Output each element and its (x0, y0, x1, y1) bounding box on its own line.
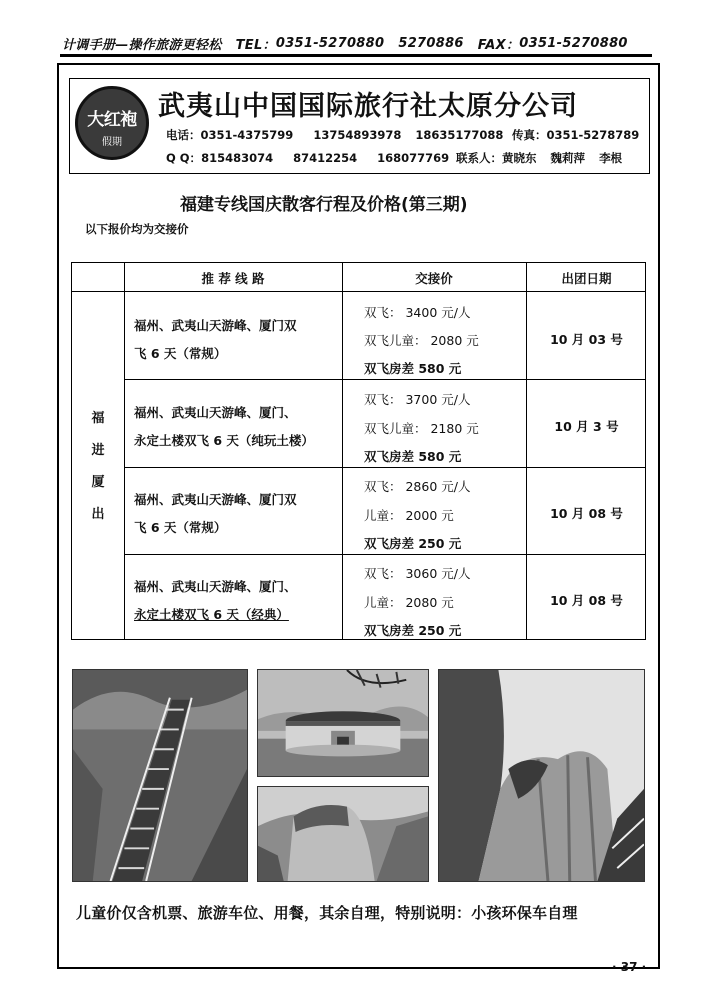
qq-label: Q Q： (166, 151, 202, 165)
region-char: 福 (91, 411, 105, 426)
route-line: 福州、武夷山天游峰、厦门双 (134, 492, 297, 507)
region-char: 厦 (91, 475, 105, 490)
contact-2: 魏莉萍 (550, 151, 586, 165)
table-col-divider (526, 263, 527, 639)
price-child: 儿童： 2000 元 (364, 508, 454, 523)
header-tel-1: 0351-5270880 (275, 35, 385, 51)
phone-3: 18635177088 (415, 128, 504, 142)
logo-brand-text: 大红袍 (87, 110, 137, 130)
phone-1: 0351-4375799 (200, 128, 294, 142)
company-phone-line (166, 127, 640, 143)
price-room-diff: 双飞房差 580 元 (364, 449, 462, 464)
table-row-route (134, 399, 344, 455)
price-room-diff: 双飞房差 580 元 (364, 361, 462, 376)
qq-1: 815483074 (201, 151, 274, 165)
photo-rock-peak (257, 786, 429, 882)
price-child: 双飞儿童： 2180 元 (364, 421, 479, 436)
phone-2: 13754893978 (313, 128, 402, 142)
header-route: 推 荐 线 路 (201, 271, 265, 286)
bottom-note: 儿童价仅含机票、旅游车位、用餐，其余自理，特别说明：小孩环保车自理 (76, 904, 578, 922)
price-room-diff: 双飞房差 250 元 (364, 623, 462, 638)
route-line: 飞 6 天（常规） (134, 520, 227, 535)
route-line: 永定土楼双飞 6 天（纯玩土楼） (134, 433, 314, 448)
departure-date: 10 月 3 号 (554, 419, 619, 434)
table-col-divider (124, 263, 125, 639)
qq-2: 87412254 (293, 151, 358, 165)
qq-3: 168077769 (377, 151, 450, 165)
company-logo (75, 86, 149, 160)
price-child: 儿童： 2080 元 (364, 595, 454, 610)
table-row-divider (124, 554, 645, 555)
photo-mountain-stairs (72, 669, 248, 882)
header-fax-label: FAX： (477, 37, 520, 53)
departure-date: 10 月 03 号 (550, 332, 623, 347)
table-row-route (134, 573, 344, 629)
region-label (72, 403, 124, 531)
header-tel-label: TEL： (235, 37, 276, 53)
price-child: 双飞儿童： 2080 元 (364, 333, 479, 348)
company-fax-label: 传真： (512, 128, 547, 142)
page-number: · 37 · (612, 960, 647, 974)
header-price: 交接价 (415, 271, 453, 286)
logo-sub-text: 假期 (102, 137, 122, 148)
price-room-diff: 双飞房差 250 元 (364, 536, 462, 551)
company-fax: 0351-5278789 (546, 128, 640, 142)
header-tel-2: 5270886 (398, 35, 464, 51)
departure-date: 10 月 08 号 (550, 593, 623, 608)
table-header-divider (72, 291, 645, 292)
price-table (71, 262, 646, 640)
header-fax: 0351-5270880 (519, 35, 628, 51)
route-line: 永定土楼双飞 6 天（经典） (134, 607, 289, 622)
route-line: 福州、武夷山天游峰、厦门、 (134, 405, 297, 420)
document-title: 福建专线国庆散客行程及价格(第三期) (180, 195, 468, 215)
table-row-route (134, 312, 344, 368)
price-note: 以下报价均为交接价 (85, 222, 189, 236)
contact-1: 黄晓东 (502, 151, 537, 165)
departure-date: 10 月 08 号 (550, 506, 623, 521)
header-slogan: 计调手册—操作旅游更轻松 (62, 37, 222, 53)
header-date: 出团日期 (561, 271, 612, 286)
photo-tulou (257, 669, 429, 777)
table-row-route (134, 486, 344, 542)
header-strip (62, 30, 652, 56)
region-char: 进 (91, 443, 105, 458)
contact-label: 联系人： (456, 151, 502, 165)
route-line: 福州、武夷山天游峰、厦门双 (134, 318, 297, 333)
price-adult: 双飞： 3400 元/人 (364, 305, 471, 320)
header-rule (60, 54, 652, 57)
phone-label: 电话： (166, 128, 201, 142)
contact-3: 李根 (599, 151, 623, 165)
price-adult: 双飞： 2860 元/人 (364, 479, 471, 494)
price-adult: 双飞： 3060 元/人 (364, 566, 471, 581)
route-line: 福州、武夷山天游峰、厦门、 (134, 579, 297, 594)
company-name: 武夷山中国国际旅行社太原分公司 (158, 91, 578, 122)
region-char: 出 (91, 507, 105, 522)
table-row-divider (124, 467, 645, 468)
company-qq-line (166, 150, 623, 166)
price-adult: 双飞： 3700 元/人 (364, 392, 471, 407)
route-line: 飞 6 天（常规） (134, 346, 227, 361)
photo-cliff (438, 669, 645, 882)
table-row-divider (124, 379, 645, 380)
